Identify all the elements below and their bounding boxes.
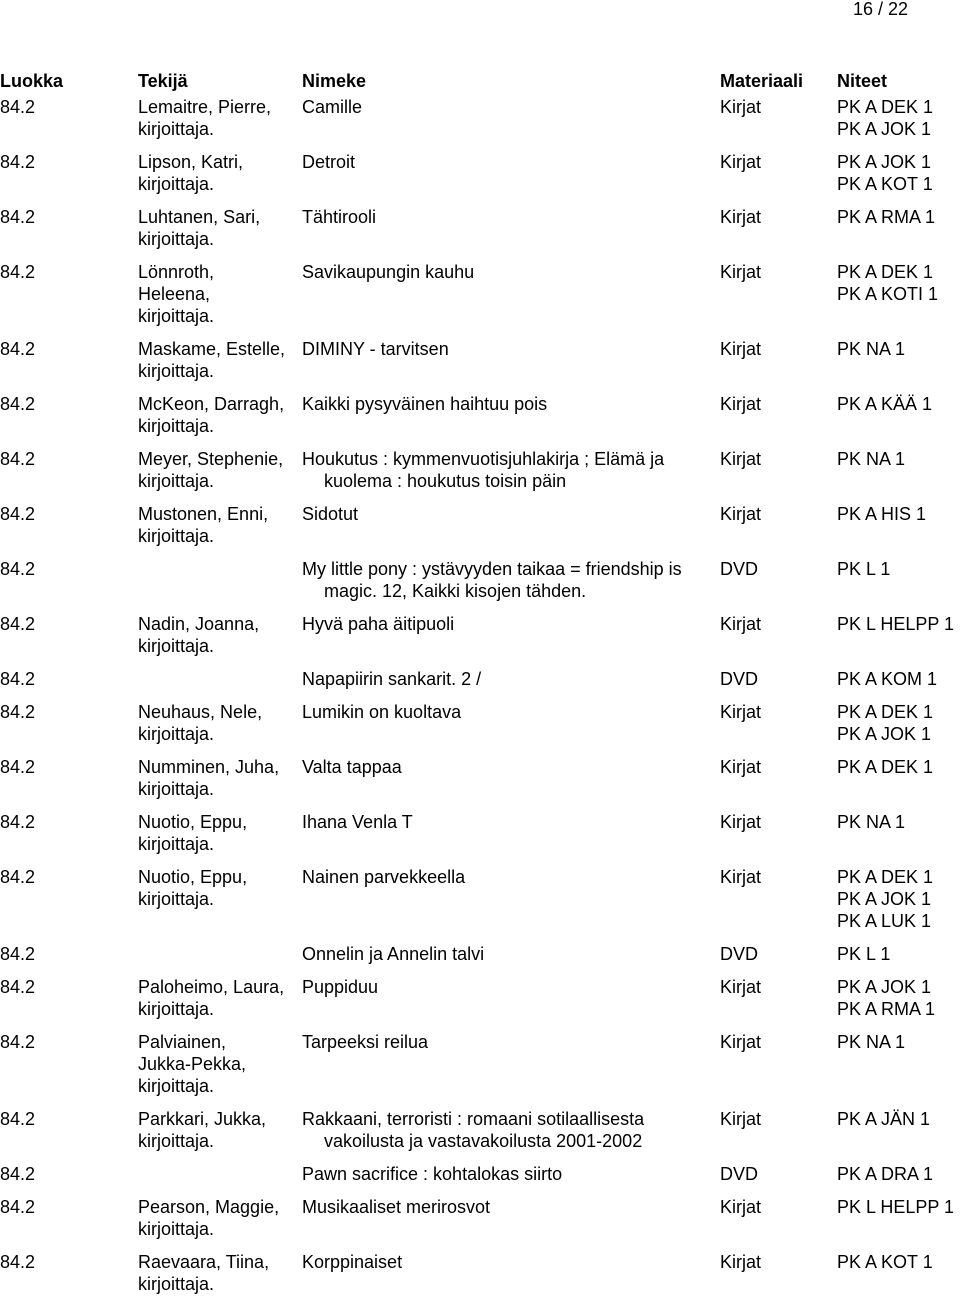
cell-tekija-line: kirjoittaja.	[138, 889, 215, 909]
cell-niteet-line: PK A JOK 1	[837, 724, 932, 744]
cell-nimeke	[302, 1108, 717, 1152]
cell-nimeke	[302, 976, 717, 998]
cell-luokka: 84.2	[0, 1164, 36, 1184]
cell-tekija-line: kirjoittaja.	[138, 416, 215, 436]
cell-tekija-line: kirjoittaja.	[138, 229, 215, 249]
cell-luokka: 84.2	[0, 1197, 36, 1217]
cell-niteet-line: PK A KOT 1	[837, 174, 933, 194]
table-row	[0, 558, 960, 613]
cell-tekija	[138, 1251, 303, 1295]
cell-materiaali: Kirjat	[720, 449, 762, 469]
cell-materiaali: Kirjat	[720, 394, 762, 414]
cell-nimeke-line: Puppiduu	[302, 977, 379, 997]
cell-nimeke-line: kuolema : houkutus toisin päin	[324, 471, 567, 491]
cell-tekija	[138, 393, 303, 437]
cell-nimeke	[302, 503, 717, 525]
cell-materiaali: Kirjat	[720, 1032, 762, 1052]
cell-tekija-line: kirjoittaja.	[138, 636, 215, 656]
cell-niteet-line: PK L HELPP 1	[837, 1197, 955, 1217]
table-row	[0, 96, 960, 151]
cell-nimeke	[302, 943, 717, 965]
cell-niteet-line: PK A DRA 1	[837, 1164, 934, 1184]
cell-tekija-line: Nadin, Joanna,	[138, 614, 260, 634]
cell-tekija-line: kirjoittaja.	[138, 174, 215, 194]
table-row	[0, 1031, 960, 1108]
cell-nimeke	[302, 393, 717, 415]
cell-niteet-line: PK A DEK 1	[837, 757, 934, 777]
cell-tekija-line: Lönnroth,	[138, 262, 215, 282]
cell-nimeke	[302, 338, 717, 360]
cell-niteet	[837, 976, 960, 1020]
cell-materiaali: DVD	[720, 559, 759, 579]
cell-nimeke-line: Tarpeeksi reilua	[302, 1032, 429, 1052]
cell-nimeke	[302, 1196, 717, 1218]
cell-luokka: 84.2	[0, 1109, 36, 1129]
cell-tekija-line: Paloheimo, Laura,	[138, 977, 285, 997]
cell-nimeke	[302, 448, 717, 492]
cell-nimeke-line: Napapiirin sankarit. 2 /	[302, 669, 482, 689]
table-row	[0, 206, 960, 261]
cell-materiaali: Kirjat	[720, 614, 762, 634]
cell-nimeke-line: Tähtirooli	[302, 207, 377, 227]
cell-tekija	[138, 448, 303, 492]
cell-tekija-line: Nuotio, Eppu,	[138, 812, 248, 832]
header-materiaali: Materiaali	[720, 71, 804, 91]
cell-materiaali: Kirjat	[720, 207, 762, 227]
cell-nimeke	[302, 756, 717, 778]
cell-nimeke-line: Lumikin on kuoltava	[302, 702, 462, 722]
cell-niteet	[837, 558, 960, 580]
cell-niteet-line: PK A JOK 1	[837, 977, 932, 997]
cell-nimeke-line: Savikaupungin kauhu	[302, 262, 475, 282]
cell-tekija	[138, 701, 303, 745]
cell-niteet	[837, 393, 960, 415]
cell-nimeke	[302, 206, 717, 228]
cell-nimeke	[302, 1163, 717, 1185]
cell-nimeke-line: Korppinaiset	[302, 1252, 403, 1272]
cell-niteet-line: PK A JOK 1	[837, 152, 932, 172]
cell-tekija-line: Neuhaus, Nele,	[138, 702, 263, 722]
table-row	[0, 1108, 960, 1163]
cell-tekija	[138, 976, 303, 1020]
table-row	[0, 866, 960, 943]
cell-nimeke	[302, 1031, 717, 1053]
cell-niteet	[837, 1108, 960, 1130]
cell-materiaali: Kirjat	[720, 262, 762, 282]
cell-materiaali: Kirjat	[720, 757, 762, 777]
cell-tekija	[138, 811, 303, 855]
table-row	[0, 393, 960, 448]
table-row	[0, 943, 960, 976]
cell-tekija-line: kirjoittaja.	[138, 1219, 215, 1239]
cell-nimeke-line: Ihana Venla T	[302, 812, 413, 832]
cell-materiaali: Kirjat	[720, 1252, 762, 1272]
cell-tekija-line: kirjoittaja.	[138, 119, 215, 139]
cell-tekija-line: Lipson, Katri,	[138, 152, 244, 172]
cell-nimeke	[302, 1251, 717, 1273]
cell-tekija	[138, 206, 303, 250]
cell-tekija-line: Mustonen, Enni,	[138, 504, 269, 524]
cell-niteet	[837, 503, 960, 525]
cell-niteet-line: PK A DEK 1	[837, 702, 934, 722]
cell-luokka: 84.2	[0, 614, 36, 634]
cell-tekija-line: Maskame, Estelle,	[138, 339, 286, 359]
cell-niteet-line: PK A HIS 1	[837, 504, 927, 524]
cell-tekija-line: kirjoittaja.	[138, 1274, 215, 1294]
cell-nimeke	[302, 811, 717, 833]
header-niteet: Niteet	[837, 71, 888, 91]
cell-tekija	[138, 503, 303, 547]
cell-tekija-line: Heleena,	[138, 284, 211, 304]
cell-niteet-line: PK A RMA 1	[837, 999, 936, 1019]
cell-nimeke	[302, 866, 717, 888]
cell-nimeke-line: Camille	[302, 97, 363, 117]
cell-nimeke-line: Rakkaani, terroristi : romaani sotilaallisesta	[302, 1109, 645, 1129]
cell-niteet-line: PK A DEK 1	[837, 262, 934, 282]
cell-tekija-line: kirjoittaja.	[138, 779, 215, 799]
cell-niteet	[837, 866, 960, 932]
cell-niteet	[837, 338, 960, 360]
cell-niteet-line: PK NA 1	[837, 812, 906, 832]
cell-luokka: 84.2	[0, 1252, 36, 1272]
cell-nimeke-line: Detroit	[302, 152, 356, 172]
cell-tekija-line: McKeon, Darragh,	[138, 394, 285, 414]
table-row	[0, 756, 960, 811]
cell-niteet	[837, 668, 960, 690]
cell-tekija-line: Parkkari, Jukka,	[138, 1109, 267, 1129]
cell-niteet	[837, 943, 960, 965]
cell-tekija	[138, 756, 303, 800]
cell-niteet-line: PK A JOK 1	[837, 889, 932, 909]
table-row	[0, 1163, 960, 1196]
cell-niteet-line: PK A KÄÄ 1	[837, 394, 933, 414]
header-luokka: Luokka	[0, 71, 64, 91]
cell-tekija-line: kirjoittaja.	[138, 834, 215, 854]
cell-nimeke	[302, 96, 717, 118]
cell-tekija-line: kirjoittaja.	[138, 471, 215, 491]
cell-materiaali: Kirjat	[720, 504, 762, 524]
cell-niteet-line: PK A LUK 1	[837, 911, 932, 931]
cell-tekija	[138, 338, 303, 382]
cell-nimeke	[302, 668, 717, 690]
cell-tekija	[138, 261, 303, 327]
cell-nimeke-line: magic. 12, Kaikki kisojen tähden.	[324, 581, 587, 601]
cell-tekija-line: Jukka-Pekka,	[138, 1054, 247, 1074]
cell-niteet	[837, 701, 960, 745]
cell-luokka: 84.2	[0, 812, 36, 832]
cell-niteet-line: PK L 1	[837, 944, 891, 964]
cell-nimeke	[302, 558, 717, 602]
cell-luokka: 84.2	[0, 152, 36, 172]
cell-nimeke-line: vakoilusta ja vastavakoilusta 2001-2002	[324, 1131, 643, 1151]
table-header	[0, 70, 960, 92]
cell-luokka: 84.2	[0, 262, 36, 282]
cell-materiaali: Kirjat	[720, 152, 762, 172]
cell-luokka: 84.2	[0, 977, 36, 997]
cell-materiaali: DVD	[720, 944, 759, 964]
cell-tekija-line: kirjoittaja.	[138, 724, 215, 744]
cell-tekija-line: Palviainen,	[138, 1032, 227, 1052]
cell-luokka: 84.2	[0, 339, 36, 359]
cell-luokka: 84.2	[0, 669, 36, 689]
table-row	[0, 701, 960, 756]
cell-tekija	[138, 866, 303, 910]
cell-nimeke	[302, 261, 717, 283]
cell-luokka: 84.2	[0, 757, 36, 777]
cell-niteet-line: PK L 1	[837, 559, 891, 579]
cell-luokka: 84.2	[0, 97, 36, 117]
cell-niteet	[837, 261, 960, 305]
cell-niteet-line: PK A KOM 1	[837, 669, 938, 689]
cell-tekija-line: Lemaitre, Pierre,	[138, 97, 272, 117]
table-row	[0, 1251, 960, 1306]
cell-nimeke	[302, 701, 717, 723]
table-row	[0, 976, 960, 1031]
cell-niteet-line: PK A KOTI 1	[837, 284, 939, 304]
cell-niteet-line: PK NA 1	[837, 449, 906, 469]
cell-tekija-line: Meyer, Stephenie,	[138, 449, 284, 469]
cell-tekija-line: kirjoittaja.	[138, 1076, 215, 1096]
cell-materiaali: Kirjat	[720, 702, 762, 722]
cell-tekija-line: Raevaara, Tiina,	[138, 1252, 270, 1272]
table-body	[0, 96, 960, 1306]
cell-luokka: 84.2	[0, 394, 36, 414]
cell-luokka: 84.2	[0, 867, 36, 887]
cell-tekija-line: kirjoittaja.	[138, 526, 215, 546]
cell-nimeke-line: Kaikki pysyväinen haihtuu pois	[302, 394, 548, 414]
cell-niteet	[837, 756, 960, 778]
cell-nimeke	[302, 151, 717, 173]
cell-materiaali: Kirjat	[720, 977, 762, 997]
cell-luokka: 84.2	[0, 559, 36, 579]
cell-niteet-line: PK NA 1	[837, 1032, 906, 1052]
cell-niteet-line: PK A RMA 1	[837, 207, 936, 227]
cell-nimeke-line: Valta tappaa	[302, 757, 402, 777]
cell-materiaali: DVD	[720, 669, 759, 689]
cell-niteet-line: PK L HELPP 1	[837, 614, 955, 634]
cell-tekija-line: Numminen, Juha,	[138, 757, 280, 777]
cell-luokka: 84.2	[0, 449, 36, 469]
cell-nimeke-line: Sidotut	[302, 504, 359, 524]
cell-niteet	[837, 1251, 960, 1273]
cell-niteet	[837, 96, 960, 140]
cell-nimeke-line: Musikaaliset merirosvot	[302, 1197, 491, 1217]
table-row	[0, 668, 960, 701]
cell-tekija	[138, 1196, 303, 1240]
table-row	[0, 261, 960, 338]
cell-tekija-line: Pearson, Maggie,	[138, 1197, 280, 1217]
cell-materiaali: Kirjat	[720, 1109, 762, 1129]
cell-tekija-line: Luhtanen, Sari,	[138, 207, 261, 227]
cell-materiaali: DVD	[720, 1164, 759, 1184]
cell-nimeke-line: Onnelin ja Annelin talvi	[302, 944, 485, 964]
cell-nimeke	[302, 613, 717, 635]
table-row	[0, 503, 960, 558]
cell-nimeke-line: Nainen parvekkeella	[302, 867, 466, 887]
cell-niteet-line: PK A DEK 1	[837, 867, 934, 887]
cell-niteet-line: PK A JÄN 1	[837, 1109, 931, 1129]
cell-nimeke-line: My little pony : ystävyyden taikaa = friendship is	[302, 559, 682, 579]
table-row	[0, 338, 960, 393]
cell-nimeke-line: Pawn sacrifice : kohtalokas siirto	[302, 1164, 563, 1184]
cell-luokka: 84.2	[0, 702, 36, 722]
cell-niteet	[837, 613, 960, 635]
cell-tekija-line: kirjoittaja.	[138, 306, 215, 326]
cell-niteet-line: PK NA 1	[837, 339, 906, 359]
table-row	[0, 613, 960, 668]
cell-niteet	[837, 448, 960, 470]
cell-niteet	[837, 1163, 960, 1185]
cell-nimeke-line: Hyvä paha äitipuoli	[302, 614, 455, 634]
cell-materiaali: Kirjat	[720, 339, 762, 359]
header-tekija: Tekijä	[138, 71, 188, 91]
cell-luokka: 84.2	[0, 504, 36, 524]
cell-nimeke-line: DIMINY - tarvitsen	[302, 339, 449, 359]
cell-tekija	[138, 1108, 303, 1152]
page-number: 16 / 22	[852, 0, 908, 19]
cell-materiaali: Kirjat	[720, 1197, 762, 1217]
table-row	[0, 1196, 960, 1251]
cell-niteet-line: PK A DEK 1	[837, 97, 934, 117]
table-row	[0, 811, 960, 866]
cell-tekija-line: kirjoittaja.	[138, 1131, 215, 1151]
cell-niteet-line: PK A JOK 1	[837, 119, 932, 139]
cell-tekija-line: kirjoittaja.	[138, 361, 215, 381]
cell-luokka: 84.2	[0, 944, 36, 964]
cell-tekija	[138, 613, 303, 657]
cell-tekija-line: Nuotio, Eppu,	[138, 867, 248, 887]
cell-tekija	[138, 96, 303, 140]
cell-materiaali: Kirjat	[720, 867, 762, 887]
cell-luokka: 84.2	[0, 1032, 36, 1052]
cell-tekija-line: kirjoittaja.	[138, 999, 215, 1019]
cell-tekija	[138, 1031, 303, 1097]
cell-nimeke-line: Houkutus : kymmenvuotisjuhlakirja ; Elämä ja	[302, 449, 665, 469]
table-row	[0, 448, 960, 503]
cell-materiaali: Kirjat	[720, 97, 762, 117]
cell-tekija	[138, 151, 303, 195]
cell-niteet-line: PK A KOT 1	[837, 1252, 933, 1272]
cell-niteet	[837, 206, 960, 228]
cell-niteet	[837, 811, 960, 833]
cell-niteet	[837, 1196, 960, 1218]
header-nimeke: Nimeke	[302, 71, 367, 91]
table-row	[0, 151, 960, 206]
cell-niteet	[837, 151, 960, 195]
cell-luokka: 84.2	[0, 207, 36, 227]
cell-niteet	[837, 1031, 960, 1053]
cell-materiaali: Kirjat	[720, 812, 762, 832]
